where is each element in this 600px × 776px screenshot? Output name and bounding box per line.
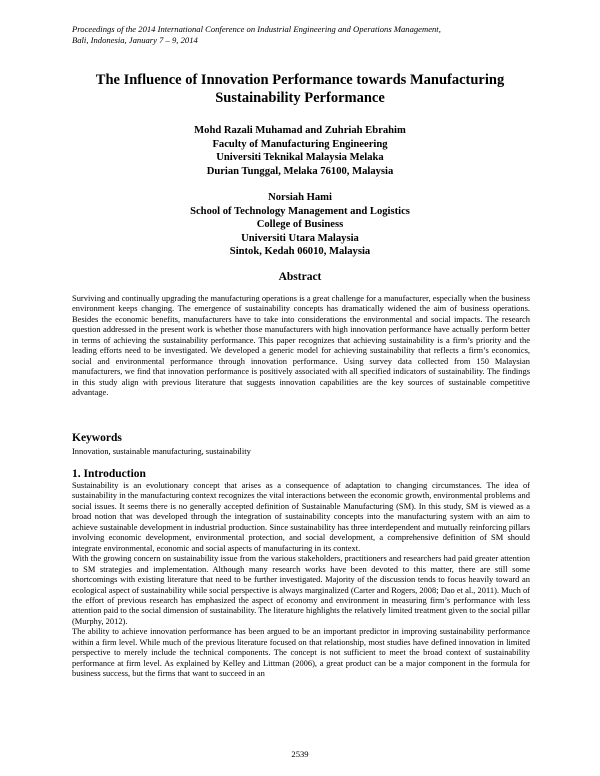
paper-title: [60, 71, 540, 107]
author-address: Durian Tunggal, Melaka 76100, Malaysia: [206, 165, 394, 177]
author-names: Norsiah Hami: [268, 192, 332, 203]
author-address: Sintok, Kedah 06010, Malaysia: [229, 246, 371, 257]
page-number: 2539: [291, 749, 309, 759]
keywords-text: Innovation, sustainable manufacturing, sustainability: [72, 446, 251, 456]
author-faculty: Faculty of Manufacturing Engineering: [212, 138, 388, 150]
introduction-paragraph-1: Sustainability is an evolutionary concept that arises as a consequence of adaptation to changing circumstances. The idea of sustainability in the manufacturing context recognizes the vital interactions between the economic growth, environmental problems and social issues. It seems there is no generally accepted definition of Sustainable Manufacturing (SM). In this study, SM is viewed as a broad notion that was developed through the integration of sustainability concepts into the manufacturing system with an aim to achieve sustainable development in industrial production. Since sustainability has three interdependent and mutually reinforcing pillars involving economic development, environmental protection, and social development, a comprehensive definition of SM should integrate environmental, economic and social aspects of manufacturing in its context.: [72, 480, 530, 553]
introduction-paragraph-2: With the growing concern on sustainability issue from the various stakeholders, practitioners and researchers had paid greater attention to SM strategies and implementation. Although many research works have been devoted to this matter, there are still some shortcomings with existing literature that need to be further investigated. Majority of the discussion tends to focus heavily toward an ecological aspect of sustainability while social perspective is always marginalized (Carter and Rogers, 2008; Dao et al., 2011). Much of the effort of previous research has emphasized the aspect of economy and environment in measuring firm’s performance with less attention paid to the social dimension of sustainability. The literature highlights the relatively limited treatment given to the social pillar (Murphy, 2012).: [72, 553, 530, 626]
introduction-heading: 1. Introduction: [72, 468, 146, 480]
author-school: School of Technology Management and Logistics: [190, 205, 410, 217]
paper-title-line-2: Sustainability Performance: [215, 90, 385, 106]
keywords-heading: Keywords: [72, 432, 122, 444]
abstract-text: Surviving and continually upgrading the manufacturing operations is a great challenge for a manufacturer, especially when the business environment keeps changing. The emergence of sustainability concepts has dramatically widened the aim of business operations. Besides the economic benefits, manufacturers have to take into considerations the environmental and social impacts. The research question addressed in the present work is whether those manufacturers with high innovation performance have actually perform better in terms of achieving the sustainability performance. This paper recognizes that achieving sustainability is a firm’s priority and the leading efforts need to be investigated. We developed a generic model for achieving sustainability that reflects a firm’s economics, social and environmental performance through innovation performance. Using survey data collected from 150 Malaysian manufacturers, we find that innovation performance is positively associated with all specified indicators of sustainability. The findings in this study align with previous literature that suggests innovation capabilities are the key sources of sustainable competitive advantage.: [72, 293, 530, 398]
running-head: [72, 24, 532, 46]
introduction-paragraph-3: The ability to achieve innovation performance has been argued to be an important predictor in improving sustainability performance within a firm level. While much of the previous literature focused on that relationship, most studies have defined innovation in limited perspective to merely include the technical components. The concept is not sufficient to meet the broad context of sustainability performance at firm level. As explained by Kelley and Littman (2006), a great product can be a major component in the formula for business success, but the firms that want to succeed in an: [72, 626, 530, 679]
author-group-1: [60, 124, 540, 178]
introduction-body: [72, 480, 530, 679]
author-block: [60, 124, 540, 259]
running-head-line-1: Proceedings of the 2014 International Conference on Industrial Engineering and Operations Management,: [72, 24, 441, 34]
abstract-heading: Abstract: [278, 271, 322, 283]
author-university: Universiti Utara Malaysia: [241, 232, 359, 244]
author-names: Mohd Razali Muhamad and Zuhriah Ebrahim: [194, 125, 406, 136]
paper-title-line-1: The Influence of Innovation Performance towards Manufacturing: [95, 72, 505, 88]
author-college: College of Business: [256, 219, 344, 230]
running-head-line-2: Bali, Indonesia, January 7 – 9, 2014: [72, 35, 198, 45]
author-group-2: [60, 191, 540, 259]
author-university: Universiti Teknikal Malaysia Melaka: [216, 152, 384, 163]
